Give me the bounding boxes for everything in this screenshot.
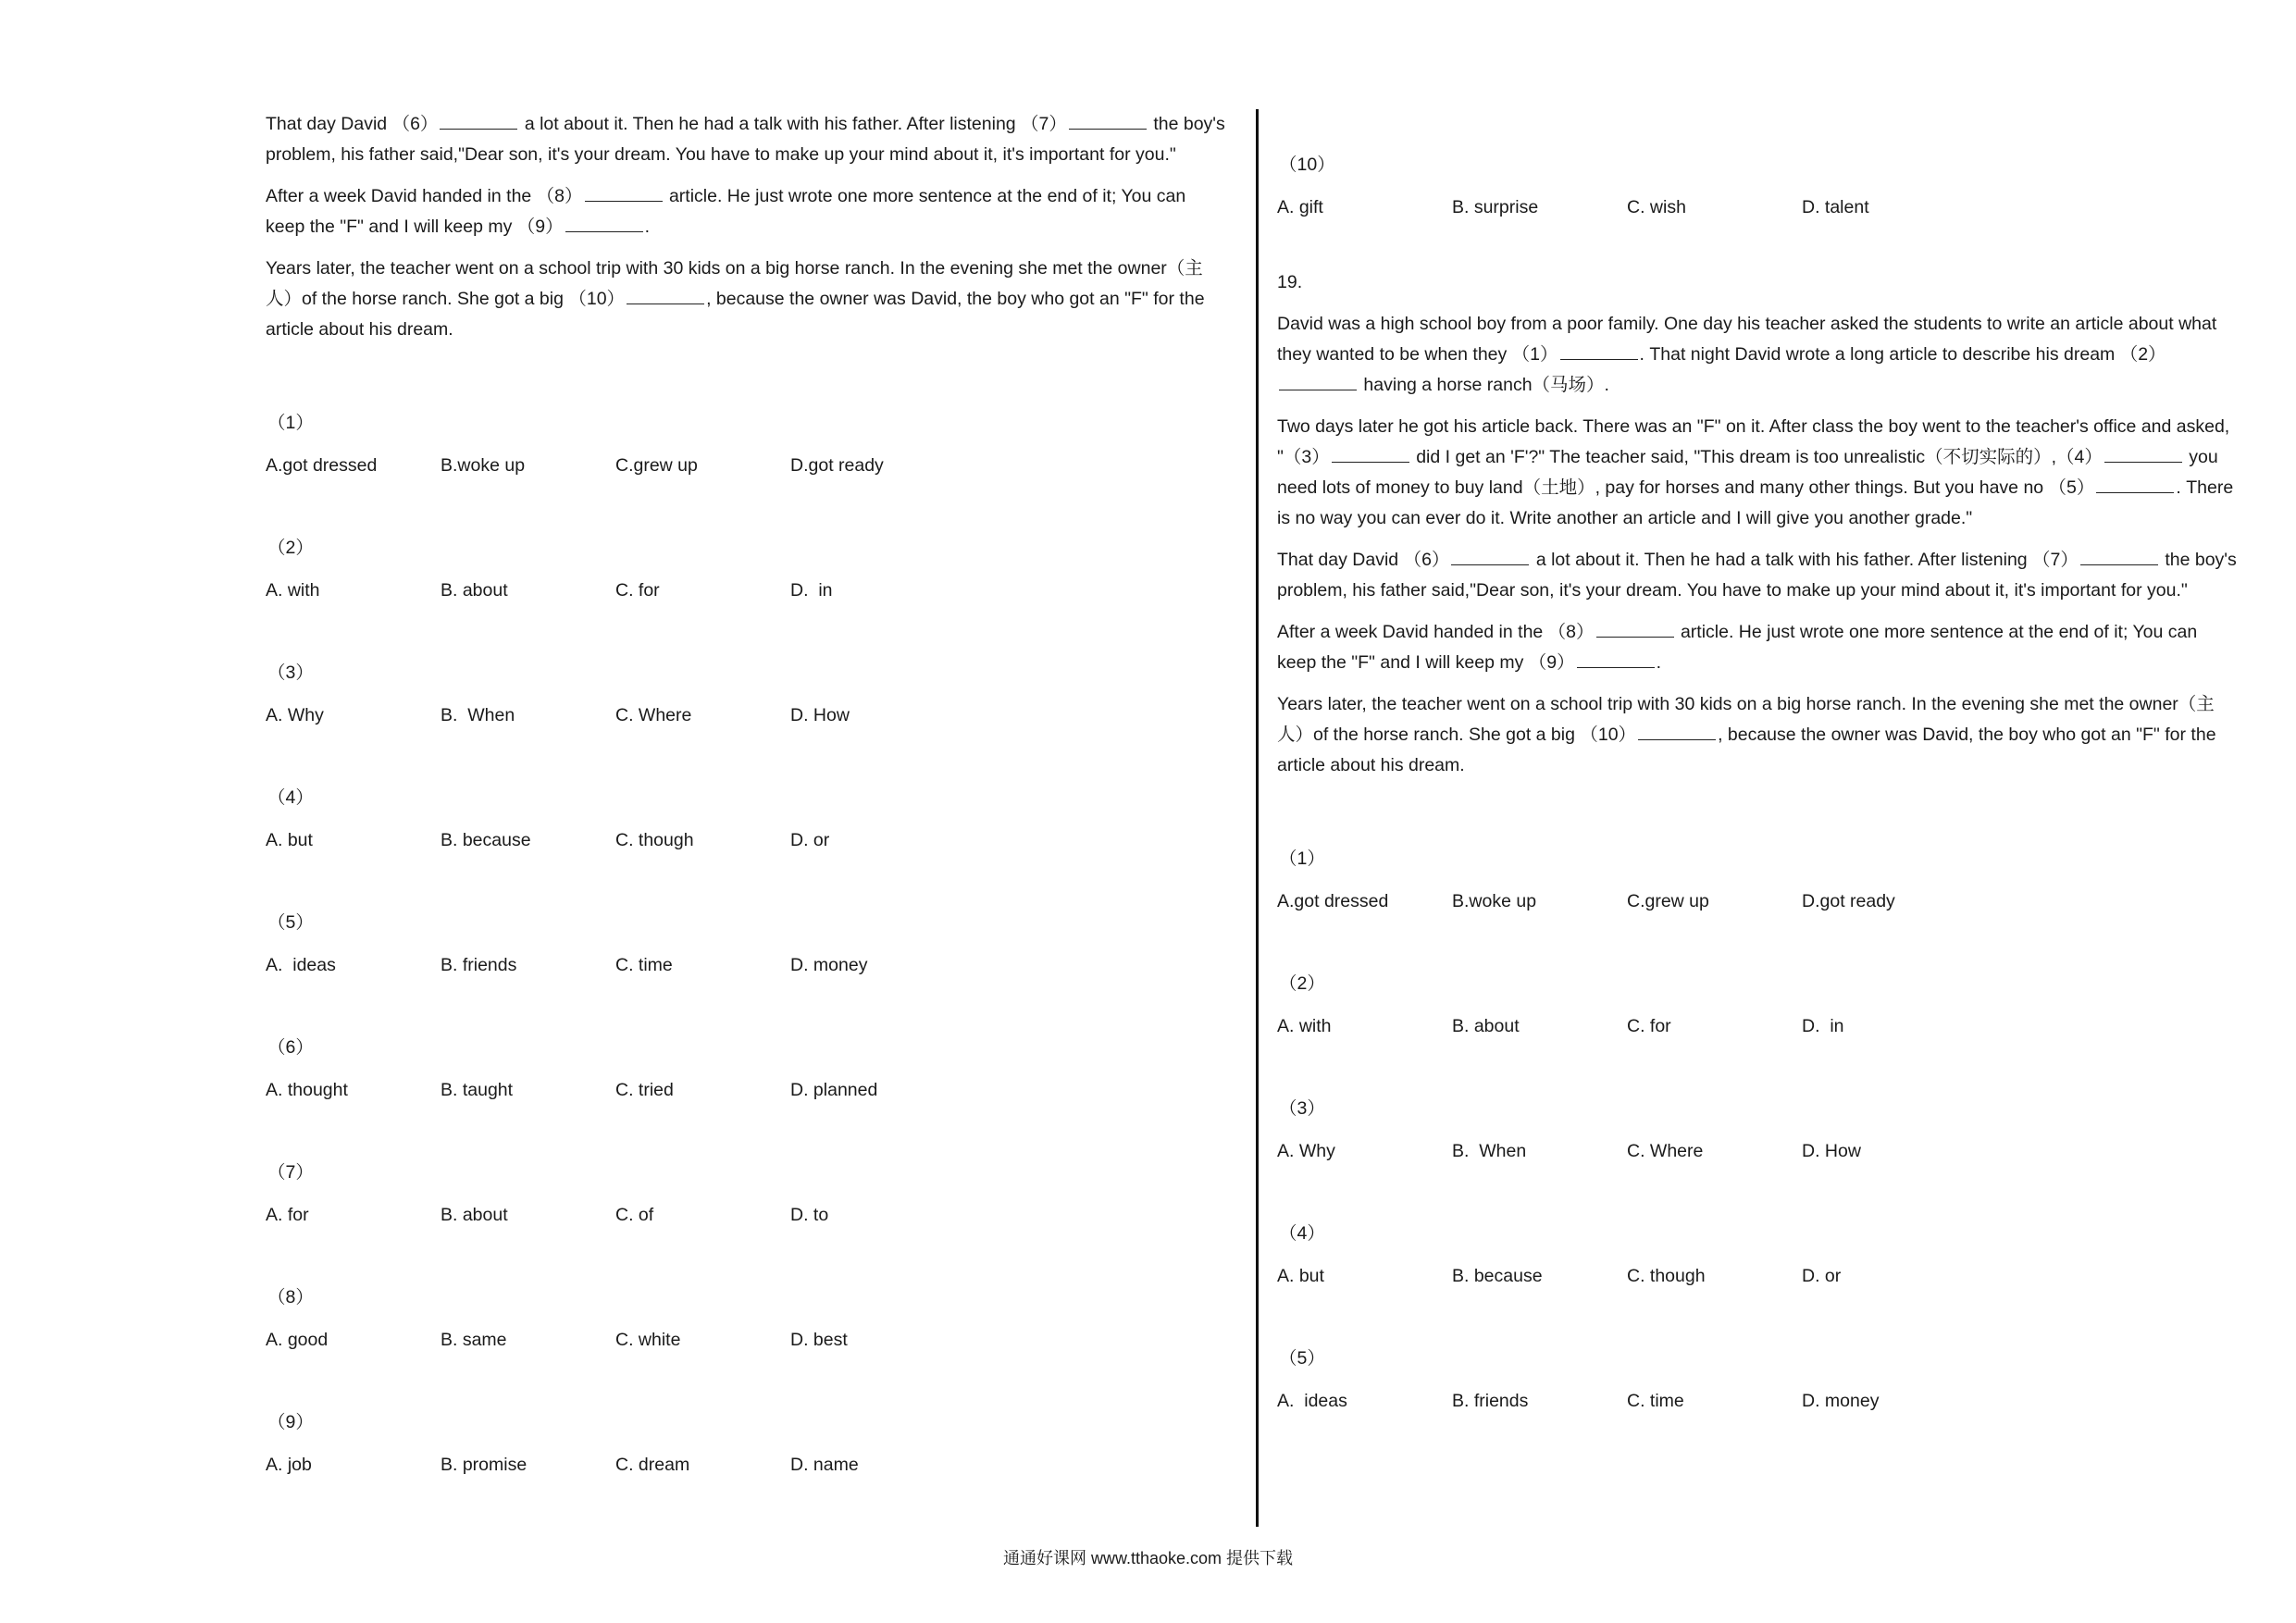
- option-c: C. of: [615, 1205, 654, 1225]
- option-a: A. but: [266, 830, 313, 850]
- passage-text: Years later, the teacher went on a school trip with 30 kids on a big horse ranch. In the evening she met the owner（主人）of the horse ranch. She got a big （10）: [266, 258, 1203, 309]
- answer-blank: [1332, 446, 1409, 463]
- passage-text: That day David （6）: [1277, 550, 1450, 570]
- option-a: A. good: [266, 1330, 329, 1350]
- question-item: [266, 658, 1228, 731]
- question-item: [266, 783, 1228, 856]
- question-number: （2）: [267, 538, 314, 558]
- passage-text: article. He just wrote one more sentence at the end of it; You can keep the "F" and I will keep my （9）: [1277, 622, 2198, 673]
- option-d: D. or: [1802, 1266, 1842, 1286]
- question-number: （5）: [1279, 1348, 1325, 1369]
- option-d: D. planned: [790, 1080, 878, 1100]
- answer-blank: [1638, 724, 1716, 740]
- question-number: （3）: [1279, 1098, 1325, 1119]
- option-b: B. When: [1452, 1141, 1527, 1161]
- option-d: D. to: [790, 1205, 829, 1225]
- passage-text: .: [644, 217, 651, 237]
- option-a: A. Why: [1277, 1141, 1335, 1161]
- option-b: B. promise: [441, 1455, 527, 1475]
- passage-paragraph: [1277, 689, 2240, 781]
- option-d: D. money: [1802, 1391, 1880, 1411]
- answer-blank: [1279, 374, 1357, 390]
- passage-text: the boy's problem, his father said,"Dear son, it's your dream. You have to make up your mind about it, it's important for you.": [1277, 550, 2237, 601]
- passage-text: , because the owner was David, the boy who got an "F" for the article about his dream.: [1277, 725, 2216, 775]
- passage-text: , because the owner was David, the boy who got an "F" for the article about his dream.: [266, 289, 1205, 340]
- answer-blank: [2104, 446, 2182, 463]
- option-d: D. How: [790, 705, 850, 725]
- option-b: B. same: [441, 1330, 507, 1350]
- option-d: D. How: [1802, 1141, 1861, 1161]
- passage-text: . That night David wrote a long article to describe his dream （2）: [1639, 344, 2166, 365]
- option-c: C. for: [615, 580, 660, 601]
- option-c: C. dream: [615, 1455, 690, 1475]
- option-d: D. name: [790, 1455, 859, 1475]
- question-item: [266, 1407, 1228, 1481]
- passage-text: That day David （6）: [266, 114, 439, 134]
- question-item: [1277, 1094, 2240, 1167]
- passage-text: After a week David handed in the （8）: [266, 186, 583, 206]
- option-c: C. for: [1627, 1016, 1671, 1036]
- option-a: A. Why: [266, 705, 324, 725]
- option-c: C. though: [1627, 1266, 1706, 1286]
- passage-text: .: [1656, 652, 1662, 673]
- option-d: D. in: [790, 580, 833, 601]
- option-c: C. white: [615, 1330, 681, 1350]
- option-b: B. friends: [441, 955, 517, 975]
- option-c: C. time: [1627, 1391, 1684, 1411]
- option-b: B. because: [441, 830, 531, 850]
- option-c: C. time: [615, 955, 673, 975]
- question-item: [1277, 150, 2240, 223]
- option-b: B. When: [441, 705, 515, 725]
- question-number: （1）: [267, 413, 314, 433]
- option-d: D. in: [1802, 1016, 1844, 1036]
- question-number: （4）: [1279, 1223, 1325, 1244]
- question-number: （7）: [267, 1162, 314, 1183]
- option-d: D.got ready: [790, 455, 884, 476]
- question-item: [1277, 1219, 2240, 1292]
- option-c: C.grew up: [1627, 891, 1709, 911]
- answer-blank: [1451, 549, 1529, 565]
- question-item: [266, 1033, 1228, 1106]
- page-footer: 通通好课网 www.tthaoke.com 提供下载: [1002, 1549, 1294, 1567]
- passage-text: Years later, the teacher went on a school trip with 30 kids on a big horse ranch. In the evening she met the owner（主人）of the horse ranch. She got a big （10）: [1277, 694, 2215, 745]
- passage-text: the boy's problem, his father said,"Dear son, it's your dream. You have to make up your mind about it, it's important for you.": [266, 114, 1225, 165]
- passage-text: a lot about it. Then he had a talk with his father. After listening （7）: [1531, 550, 2079, 570]
- answer-blank: [565, 216, 643, 232]
- passage-paragraph: [1277, 412, 2240, 534]
- right-column: [1277, 109, 2240, 1417]
- option-c: C. though: [615, 830, 694, 850]
- passage-paragraph: [266, 181, 1228, 242]
- option-a: A. thought: [266, 1080, 348, 1100]
- answer-blank: [1577, 651, 1655, 668]
- passage-paragraph: [266, 254, 1228, 345]
- option-d: D.got ready: [1802, 891, 1895, 911]
- option-c: C.grew up: [615, 455, 698, 476]
- passage-text: Two days later he got his article back. There was an "F" on it. After class the boy went to the teacher's office and asked, "（3）: [1277, 416, 2230, 467]
- question-item: [266, 1282, 1228, 1356]
- question-number: （1）: [1279, 849, 1325, 869]
- passage-text: a lot about it. Then he had a talk with his father. After listening （7）: [519, 114, 1067, 134]
- passage-continuation: [266, 109, 1228, 345]
- option-c: C. wish: [1627, 197, 1686, 217]
- answer-blank: [2096, 477, 2174, 493]
- passage-text: After a week David handed in the （8）: [1277, 622, 1595, 642]
- option-c: C. tried: [615, 1080, 674, 1100]
- option-b: B.woke up: [441, 455, 526, 476]
- answer-blank: [2080, 549, 2158, 565]
- question-list: [266, 408, 1228, 1481]
- option-b: B.woke up: [1452, 891, 1537, 911]
- option-b: B. about: [441, 1205, 508, 1225]
- question-list: [1277, 844, 2240, 1417]
- option-a: A. but: [1277, 1266, 1324, 1286]
- question-item: [266, 1158, 1228, 1231]
- question-number: （8）: [267, 1287, 314, 1307]
- option-c: C. Where: [1627, 1141, 1704, 1161]
- option-b: B. surprise: [1452, 197, 1539, 217]
- option-b: B. because: [1452, 1266, 1543, 1286]
- question-item: [266, 908, 1228, 981]
- question-number-19: 19.: [1277, 272, 1303, 292]
- passage-paragraph: [266, 109, 1228, 170]
- passage-paragraph: [1277, 309, 2240, 401]
- option-c: C. Where: [615, 705, 692, 725]
- option-a: A. gift: [1277, 197, 1323, 217]
- question-item: [1277, 969, 2240, 1042]
- question-item: [266, 533, 1228, 606]
- option-a: A. with: [266, 580, 320, 601]
- question-number: （10）: [1279, 155, 1335, 175]
- option-b: B. about: [1452, 1016, 1520, 1036]
- left-column: [266, 109, 1228, 1481]
- question-item: [1277, 844, 2240, 917]
- passage-paragraph: [1277, 617, 2240, 678]
- passage-text: . There is no way you can ever do it. Write another an article and I will give you another grade.": [1277, 477, 2234, 528]
- option-a: A. with: [1277, 1016, 1332, 1036]
- option-a: A.got dressed: [1277, 891, 1389, 911]
- question-number: （4）: [267, 787, 314, 808]
- question-number: （5）: [267, 912, 314, 933]
- passage-paragraph: [1277, 545, 2240, 606]
- answer-blank: [440, 113, 517, 130]
- question-number: （3）: [267, 663, 314, 683]
- passage-text: having a horse ranch（马场）.: [1359, 375, 1609, 395]
- option-b: B. friends: [1452, 1391, 1529, 1411]
- answer-blank: [1596, 621, 1674, 638]
- option-d: D. or: [790, 830, 830, 850]
- passage-text: you need lots of money to buy land（土地）, pay for horses and many other things. But you have no （5）: [1277, 447, 2218, 498]
- question-item: [1277, 1344, 2240, 1417]
- passage-text: article. He just wrote one more sentence at the end of it; You can keep the "F" and I will keep my （9）: [266, 186, 1186, 237]
- column-divider: [1256, 109, 1259, 1527]
- question-number: （2）: [1279, 973, 1325, 994]
- option-b: B. taught: [441, 1080, 514, 1100]
- answer-blank: [1069, 113, 1147, 130]
- option-b: B. about: [441, 580, 508, 601]
- passage-text: did I get an 'F'?" The teacher said, "This dream is too unrealistic（不切实际的）,（4）: [1410, 447, 2103, 467]
- passage-text: David was a high school boy from a poor family. One day his teacher asked the students to write an article about what they wanted to be when they （1）: [1277, 314, 2217, 365]
- answer-blank: [1560, 343, 1638, 360]
- option-d: D. talent: [1802, 197, 1869, 217]
- option-a: A. ideas: [1277, 1391, 1347, 1411]
- answer-blank: [627, 288, 704, 304]
- question-number: （6）: [267, 1037, 314, 1058]
- option-d: D. best: [790, 1330, 848, 1350]
- option-d: D. money: [790, 955, 868, 975]
- option-a: A. for: [266, 1205, 309, 1225]
- option-a: A.got dressed: [266, 455, 378, 476]
- question-item: [266, 408, 1228, 481]
- question-number: （9）: [267, 1412, 314, 1432]
- option-a: A. ideas: [266, 955, 336, 975]
- option-a: A. job: [266, 1455, 312, 1475]
- answer-blank: [585, 185, 663, 202]
- passage-full: [1277, 309, 2240, 781]
